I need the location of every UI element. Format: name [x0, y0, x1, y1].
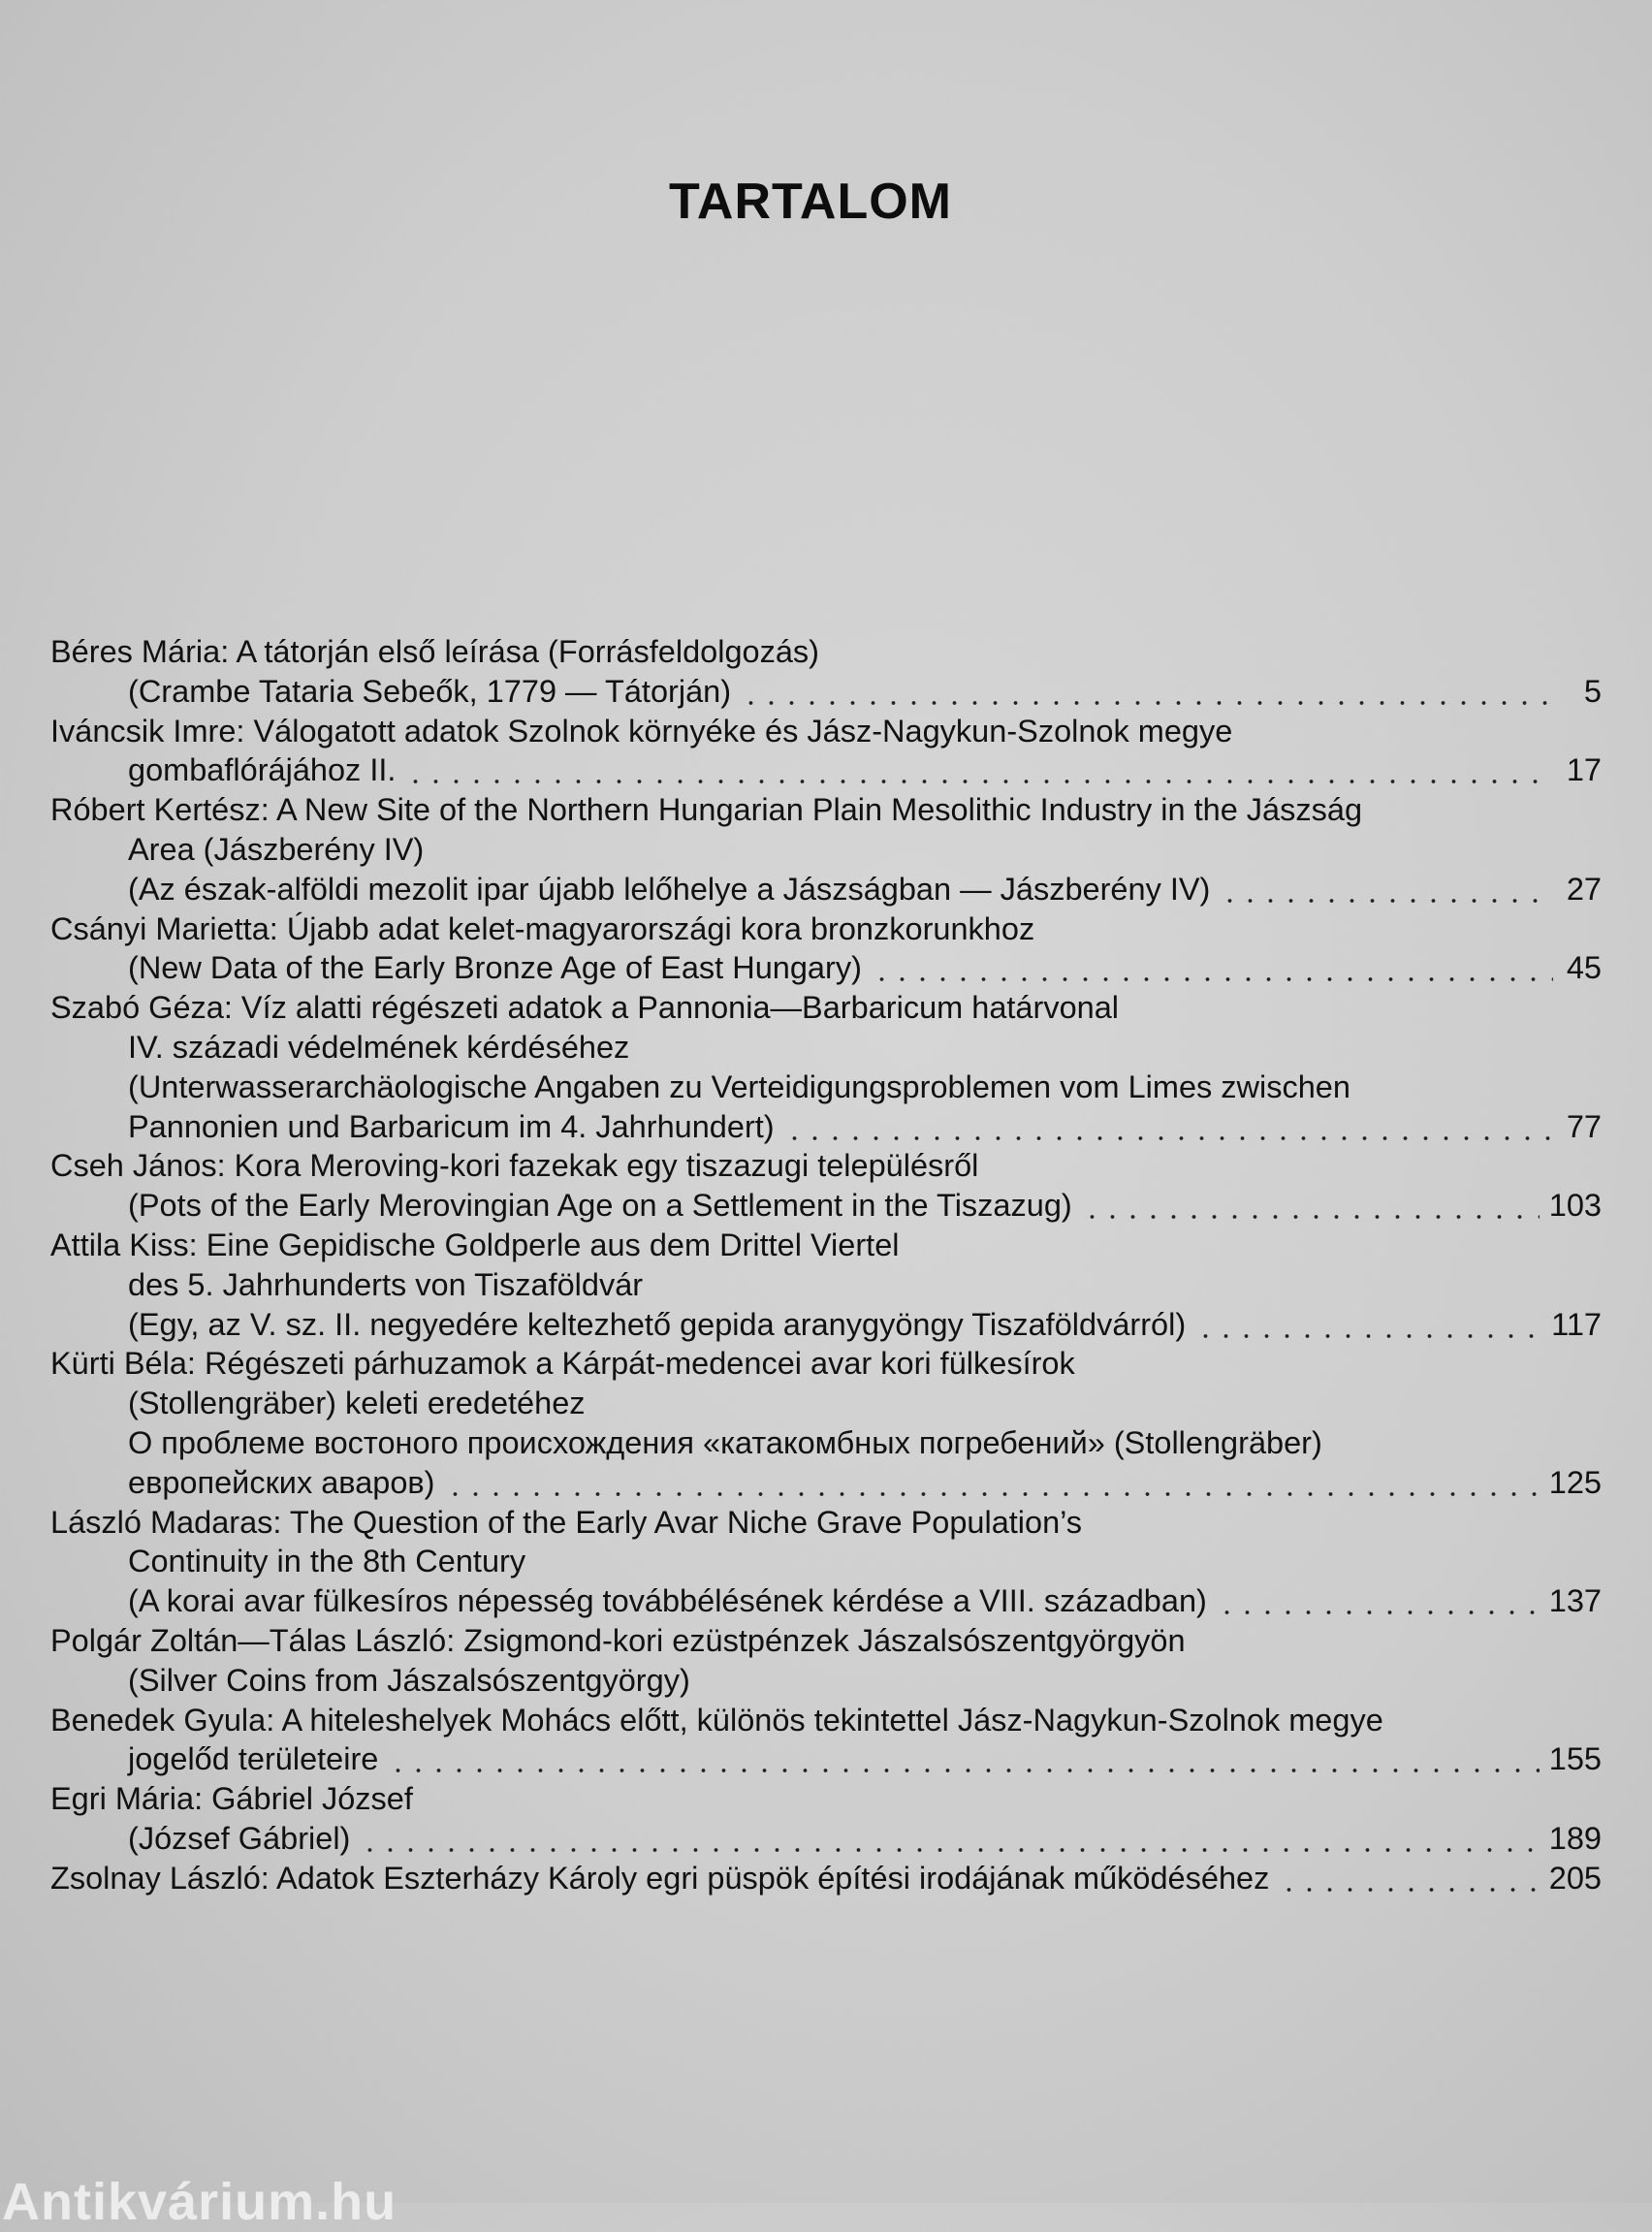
toc-entry: [50, 1701, 1602, 1780]
entry-continuation-line: [50, 1107, 1602, 1147]
entry-text: Area (Jászberény IV): [128, 831, 425, 867]
dot-leader: [784, 1107, 1553, 1147]
toc-entry: [50, 1146, 1602, 1226]
toc-entry: [50, 712, 1602, 791]
entry-text: Csányi Marietta: Újabb adat kelet-magyarországi kora bronzkorunkhoz: [50, 910, 1035, 946]
entry-text: (József Gábriel): [128, 1820, 351, 1856]
table-of-contents: [50, 632, 1602, 1898]
entry-continuation-line: [50, 1186, 1602, 1226]
page-number: 103: [1548, 1188, 1602, 1224]
entry-text: европейских аваров): [128, 1464, 435, 1500]
entry-text: Polgár Zoltán—Tálas László: Zsigmond-kori ezüstpénzek Jászalsószentgyörgyön: [50, 1622, 1186, 1658]
dot-leader: [405, 750, 1553, 790]
page-number: 137: [1548, 1583, 1602, 1619]
toc-entry: [50, 1344, 1602, 1502]
entry-text: Cseh János: Kora Meroving-kori fazekak egy tiszazugi településről: [50, 1148, 979, 1184]
entry-continuation-line: [50, 948, 1602, 988]
entry-text: (Crambe Tataria Sebeők, 1779 — Tátorján): [128, 673, 732, 709]
page-number: 205: [1548, 1860, 1602, 1896]
entry-text: gombaflórájához II.: [128, 752, 397, 788]
page-number: 5: [1583, 673, 1602, 709]
entry-continuation-line: [50, 830, 1602, 870]
page-number: 17: [1566, 752, 1602, 788]
entry-continuation-line: [50, 672, 1602, 712]
page-number: 117: [1551, 1306, 1602, 1342]
page-number: 77: [1566, 1108, 1602, 1144]
entry-continuation-line: [50, 1661, 1602, 1701]
entry-text: О проблеме востоного происхождения «катакомбных погребений» (Stollengräber): [128, 1424, 1322, 1460]
entry-continuation-line: [50, 1423, 1602, 1463]
toc-entry: [50, 1779, 1602, 1859]
toc-entry: [50, 790, 1602, 909]
toc-entry: [50, 632, 1602, 712]
entry-text: (A korai avar fülkesíros népesség továbbélésének kérdése a VIII. században): [128, 1583, 1207, 1619]
entry-text: (Silver Coins from Jászalsószentgyörgy): [128, 1662, 690, 1698]
watermark: Antikvárium.hu: [2, 2173, 397, 2231]
entry-text: László Madaras: The Question of the Early Avar Niche Grave Population’s: [50, 1504, 1083, 1540]
entry-continuation-line: [50, 1581, 1602, 1621]
entry-text: Benedek Gyula: A hiteleshelyek Mohács előtt, különös tekintettel Jász-Nagykun-Szolnok megye: [50, 1702, 1383, 1738]
entry-title-line: [50, 1226, 1602, 1265]
entry-title-line: [50, 1621, 1602, 1661]
entry-text: Iváncsik Imre: Válogatott adatok Szolnok környéke és Jász-Nagykun-Szolnok megye: [50, 713, 1233, 749]
toc-entry: [50, 1226, 1602, 1344]
entry-text: (Unterwasserarchäologische Angaben zu Verteidigungsproblemen vom Limes zwischen: [128, 1068, 1350, 1104]
page-number: 27: [1566, 871, 1602, 907]
entry-continuation-line: [50, 1739, 1602, 1779]
entry-continuation-line: [50, 870, 1602, 909]
dot-leader: [1220, 870, 1553, 909]
dot-leader: [360, 1819, 1539, 1859]
entry-continuation-line: [50, 1265, 1602, 1305]
toc-entry: [50, 1859, 1602, 1898]
toc-entry: [50, 1621, 1602, 1701]
entry-text: IV. századi védelmének kérdéséhez: [128, 1029, 630, 1065]
page-number: 189: [1548, 1820, 1602, 1856]
dot-leader: [741, 672, 1553, 712]
entry-continuation-line: [50, 750, 1602, 790]
entry-continuation-line: [50, 1028, 1602, 1068]
entry-text: Egri Mária: Gábriel József: [50, 1781, 413, 1817]
entry-text: Zsolnay László: Adatok Eszterházy Károly egri püspök építési irodájának működéséhez: [50, 1860, 1270, 1896]
entry-text: (Egy, az V. sz. II. negyedére keltezhető gepida aranygyöngy Tiszaföldvárról): [128, 1306, 1187, 1342]
entry-continuation-line: [50, 1542, 1602, 1581]
entry-text: Pannonien und Barbaricum im 4. Jahrhundert): [128, 1108, 775, 1144]
entry-text: Continuity in the 8th Century: [128, 1544, 526, 1579]
entry-text: Róbert Kertész: A New Site of the Northern Hungarian Plain Mesolithic Industry in the Jászság: [50, 792, 1363, 828]
entry-text: (Pots of the Early Merovingian Age on a Settlement in the Tiszazug): [128, 1188, 1072, 1224]
toc-entry: [50, 909, 1602, 989]
entry-text: (Stollengräber) keleti eredetéhez: [128, 1386, 586, 1421]
entry-continuation-line: [50, 1463, 1602, 1503]
page-number: 125: [1548, 1464, 1602, 1500]
entry-title-line: [50, 1344, 1602, 1384]
dot-leader: [872, 948, 1553, 988]
entry-text: jogelőd területeire: [128, 1741, 379, 1777]
entry-title-line: [50, 1859, 1602, 1898]
entry-text: Béres Mária: A tátorján első leírása (Forrásfeldolgozás): [50, 634, 819, 669]
entry-text: Attila Kiss: Eine Gepidische Goldperle aus dem Drittel Viertel: [50, 1227, 900, 1262]
entry-text: Kürti Béla: Régészeti párhuzamok a Kárpát-medencei avar kori fülkesírok: [50, 1346, 1075, 1382]
entry-text: (New Data of the Early Bronze Age of East Hungary): [128, 950, 862, 986]
toc-entry: [50, 988, 1602, 1146]
entry-title-line: [50, 988, 1602, 1028]
page-number: 155: [1548, 1741, 1602, 1777]
entry-title-line: [50, 712, 1602, 751]
entry-continuation-line: [50, 1068, 1602, 1107]
dot-leader: [445, 1463, 1540, 1503]
entry-continuation-line: [50, 1819, 1602, 1859]
entry-title-line: [50, 632, 1602, 672]
entry-title-line: [50, 1779, 1602, 1819]
entry-text: des 5. Jahrhunderts von Tiszaföldvár: [128, 1266, 644, 1302]
entry-title-line: [50, 1146, 1602, 1186]
page-title: TARTALOM: [669, 174, 952, 230]
dot-leader: [388, 1739, 1539, 1779]
entry-continuation-line: [50, 1305, 1602, 1345]
page-number: 45: [1566, 950, 1602, 986]
entry-text: Szabó Géza: Víz alatti régészeti adatok a Pannonia—Barbaricum határvonal: [50, 990, 1120, 1026]
entry-continuation-line: [50, 1384, 1602, 1423]
dot-leader: [1279, 1859, 1539, 1898]
entry-text: (Az észak-alföldi mezolit ipar újabb lelőhelye a Jászságban — Jászberény IV): [128, 871, 1211, 907]
dot-leader: [1082, 1186, 1540, 1226]
entry-title-line: [50, 790, 1602, 830]
toc-entry: [50, 1503, 1602, 1621]
entry-title-line: [50, 1503, 1602, 1543]
entry-title-line: [50, 909, 1602, 949]
entry-title-line: [50, 1701, 1602, 1740]
dot-leader: [1195, 1305, 1541, 1345]
dot-leader: [1217, 1581, 1540, 1621]
